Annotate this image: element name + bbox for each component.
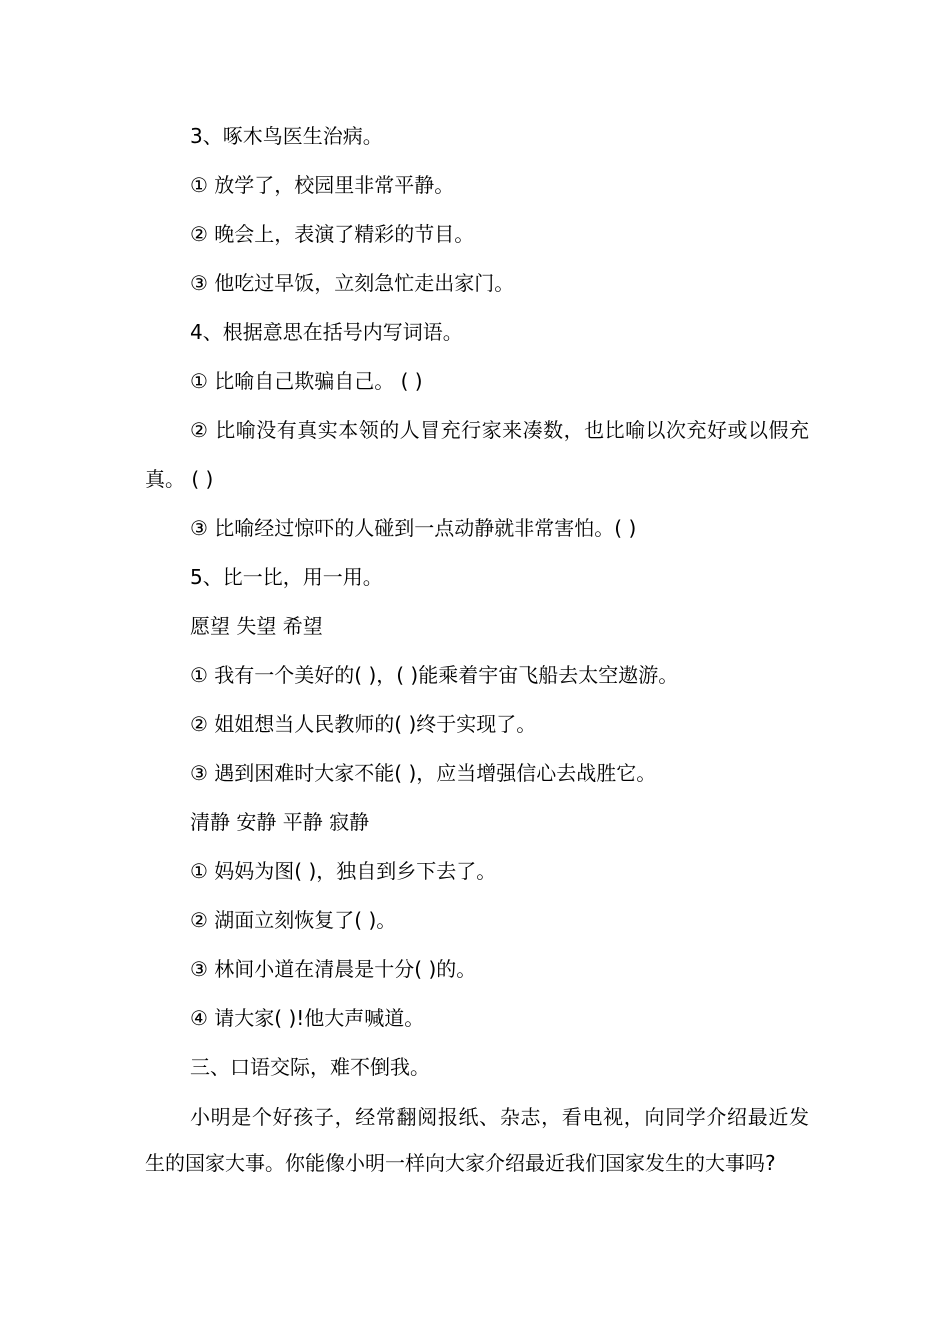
question-5-group-2-item-4: ④ 请大家( )!他大声喊道。 [190,1006,425,1030]
question-5-group-1-item-2: ② 姐姐想当人民教师的( )终于实现了。 [190,712,537,736]
question-5-group-2-item-1: ① 妈妈为图( )，独自到乡下去了。 [190,859,497,883]
section-3-paragraph: 小明是个好孩子，经常翻阅报纸、杂志，看电视，向同学介绍最近发生的国家大事。你能像小明一样向大家介绍最近我们国家发生的大事吗? [145,1105,809,1175]
question-3-heading: 3、啄木鸟医生治病。 [190,124,383,148]
question-4-item-2: ② 比喻没有真实本领的人冒充行家来凑数，也比喻以次充好或以假充真。 ( ) [145,418,809,491]
word-group-1: 愿望 失望 希望 [190,614,323,638]
question-5-group-1-item-1: ① 我有一个美好的( )，( )能乘着宇宙飞船去太空遨游。 [190,663,679,687]
question-4-heading: 4、根据意思在括号内写词语。 [190,320,463,344]
word-group-2: 清静 安静 平静 寂静 [190,810,370,834]
question-5-group-2-item-2: ② 湖面立刻恢复了( )。 [190,908,397,932]
section-3-heading: 三、口语交际，难不倒我。 [190,1055,430,1079]
question-3-item-1: ① 放学了，校园里非常平静。 [190,173,455,197]
question-4-item-1: ① 比喻自己欺骗自己。 ( ) [190,369,423,393]
question-5-heading: 5、比一比，用一用。 [190,565,383,589]
question-5-group-1-item-3: ③ 遇到困难时大家不能( )，应当增强信心去战胜它。 [190,761,657,785]
question-4-item-3: ③ 比喻经过惊吓的人碰到一点动静就非常害怕。( ) [190,516,637,540]
question-5-group-2-item-3: ③ 林间小道在清晨是十分( )的。 [190,957,477,981]
question-3-item-3: ③ 他吃过早饭，立刻急忙走出家门。 [190,271,515,295]
document-body [145,112,809,1186]
question-3-item-2: ② 晚会上，表演了精彩的节目。 [190,222,475,246]
